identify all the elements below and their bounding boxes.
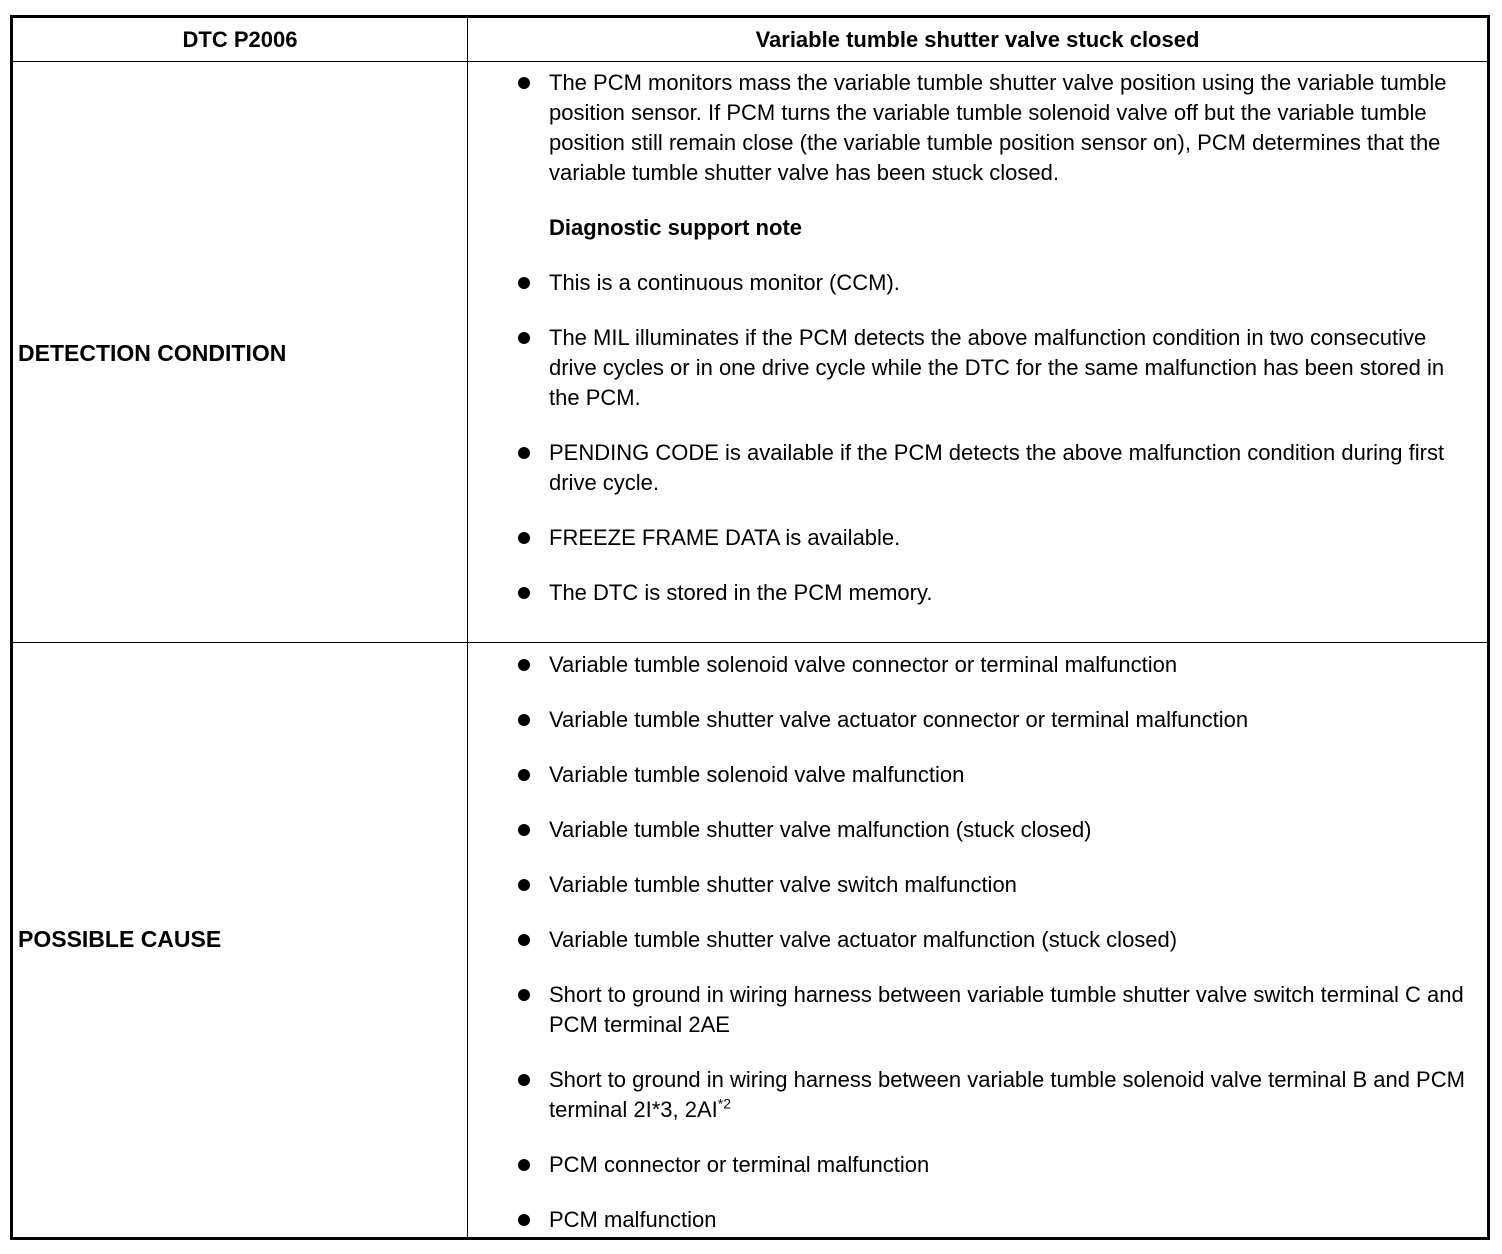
bullet-icon — [518, 659, 530, 671]
bullet-icon — [518, 332, 530, 344]
list-item — [468, 1065, 1487, 1125]
list-item — [468, 925, 1487, 955]
bullet-icon — [518, 1159, 530, 1171]
cause-text: Variable tumble shutter valve actuator malfunction (stuck closed) — [549, 927, 1178, 952]
bullet-icon — [518, 1214, 530, 1226]
cause-text: Variable tumble shutter valve switch malfunction — [549, 872, 1017, 897]
bullet-icon — [518, 769, 530, 781]
list-item — [468, 705, 1487, 735]
cause-text: Short to ground in wiring harness between variable tumble shutter valve switch terminal C and PCM terminal 2AE — [549, 982, 1464, 1037]
bullet-icon — [518, 989, 530, 1001]
cause-text: Variable tumble solenoid valve connector or terminal malfunction — [549, 652, 1178, 677]
cause-content-cell — [468, 643, 1487, 1237]
detection-condition-label: DETECTION CONDITION — [18, 340, 287, 366]
list-item — [468, 760, 1487, 790]
dtc-title: Variable tumble shutter valve stuck closed — [755, 27, 1200, 52]
diagnostic-support-note-heading: Diagnostic support note — [549, 215, 802, 240]
cause-text: Variable tumble solenoid valve malfunction — [549, 762, 965, 787]
dtc-code: DTC P2006 — [182, 27, 298, 52]
bullet-icon — [518, 879, 530, 891]
bullet-icon — [518, 447, 530, 459]
list-item — [468, 1150, 1487, 1180]
cause-text: PCM malfunction — [549, 1207, 717, 1232]
dtc-table — [10, 15, 1490, 1240]
list-item — [468, 523, 1487, 553]
list-item — [468, 870, 1487, 900]
bullet-icon — [518, 934, 530, 946]
note-text: This is a continuous monitor (CCM). — [549, 270, 900, 295]
detection-label-cell — [13, 62, 468, 642]
bullet-icon — [518, 532, 530, 544]
bullet-icon — [518, 587, 530, 599]
cause-text: Variable tumble shutter valve malfunction (stuck closed) — [549, 817, 1092, 842]
cause-text: Variable tumble shutter valve actuator connector or terminal malfunction — [549, 707, 1249, 732]
detection-intro-text: The PCM monitors mass the variable tumble shutter valve position using the variable tumble position sensor. If PCM turns the variable tumble solenoid valve off but the variable tumble position still remain close (the variable tumble position sensor on), PCM determines that the variable tumble shutter valve has been stuck closed. — [549, 70, 1447, 185]
note-text: FREEZE FRAME DATA is available. — [549, 525, 901, 550]
list-item — [468, 438, 1487, 498]
note-text: The MIL illuminates if the PCM detects the above malfunction condition in two consecutive drive cycles or in one drive cycle while the DTC for the same malfunction has been stored in the PCM. — [549, 325, 1445, 410]
cause-text: PCM connector or terminal malfunction — [549, 1152, 930, 1177]
superscript-note: *2 — [717, 1095, 731, 1112]
detection-condition-row — [13, 62, 1487, 643]
header-code-cell — [13, 18, 468, 61]
detection-list — [468, 68, 1487, 608]
cause-list — [468, 650, 1487, 1235]
detection-content-cell — [468, 62, 1487, 642]
possible-cause-label: POSSIBLE CAUSE — [18, 926, 222, 952]
bullet-icon — [518, 77, 530, 89]
list-item — [468, 1205, 1487, 1235]
list-item — [468, 980, 1487, 1040]
list-item — [468, 815, 1487, 845]
possible-cause-row — [13, 643, 1487, 1237]
list-item — [468, 68, 1487, 188]
cause-text: Short to ground in wiring harness between variable tumble solenoid valve terminal B and PCM terminal 2I*3, 2AI — [549, 1067, 1465, 1122]
note-text: PENDING CODE is available if the PCM detects the above malfunction condition during first drive cycle. — [549, 440, 1445, 495]
list-item — [468, 268, 1487, 298]
bullet-icon — [518, 824, 530, 836]
bullet-icon — [518, 277, 530, 289]
table-header-row — [13, 18, 1487, 62]
bullet-icon — [518, 714, 530, 726]
header-title-cell — [468, 18, 1487, 61]
list-item — [468, 650, 1487, 680]
list-item — [468, 578, 1487, 608]
bullet-icon — [518, 1074, 530, 1086]
cause-label-cell — [13, 643, 468, 1237]
list-item — [468, 323, 1487, 413]
note-text: The DTC is stored in the PCM memory. — [549, 580, 933, 605]
